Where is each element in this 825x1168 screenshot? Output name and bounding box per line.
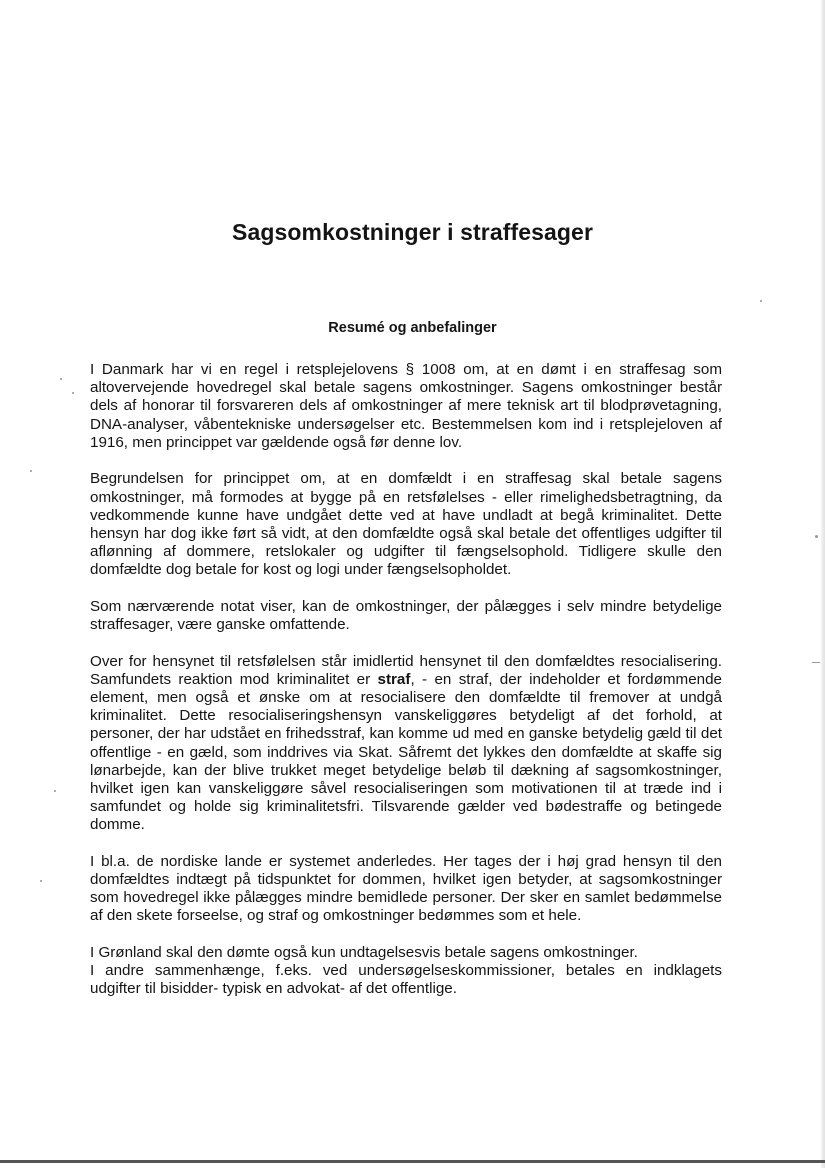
paragraph-3: Som nærværende notat viser, kan de omkostninger, der pålægges i selv mindre betydelige straffesager, være ganske omfattende. [90,597,722,634]
paragraph-2: Begrundelsen for princippet om, at en domfældt i en straffesag skal betale sagens omkostninger, må formodes at bygge på en retsfølelses - eller rimelighedsbetragtning, da vedkommende kunne have undgået dette ved at have undladt at begå kriminalitet. Dette hensyn har dog ikke ført så vidt, at den domfældte også skal betale det offentliges udgifter til aflønning af dommere, retslokaler og udgifter til fængselsophold. Tidligere skulle den domfældte dog betale for kost og logi under fængselsopholdet. [90,470,722,579]
scan-speck [54,790,56,792]
scan-speck [30,470,32,472]
paragraph-1: I Danmark har vi en regel i retsplejelovens § 1008 om, at en dømt i en straffesag som altovervejende hovedregel skal betale sagens omkostninger. Sagens omkostninger består dels af honorar til forsvareren dels af omkostninger af mere teknisk art til blodprøvetagning, DNA-analyser, våbentekniske undersøgelser etc. Bestemmelsen kom ind i retsplejeloven af 1916, men princippet var gældende også før denne lov. [90,361,722,451]
page-edge-shadow [821,0,825,1168]
scan-speck [60,378,62,380]
paragraph-4-bold-word: straf [377,670,411,688]
paragraph-4-text-after: , - en straf, der indeholder et fordømmende element, men også et ønske om at resocialisere den domfældte til fremover at undgå kriminalitet. Dette resocialiseringshensyn vanskeliggøres betydeligt af det forhold, at personer, der har udstået en frihedsstraf, kan komme ud med en ganske betydelig gæld til det offentlige - en gæld, som inddrives via Skat. Såfremt det lykkes den domfældte at skaffe sig lønarbejde, kan der blive trukket meget betydelige beløb til dækning af sagsomkostninger, hvilket igen kan vanskeliggøre såvel resocialiseringen som motivationen til at træde ind i samfundet og holde sig kriminalitetsfri. Tilsvarende gælder ved bødestraffe og betingede domme. [90,670,722,834]
scan-speck [40,880,42,882]
document-title: Sagsomkostninger i straffesager [232,219,593,245]
paragraph-6-line-2: I andre sammenhænge, f.eks. ved undersøgelseskommissioner, betales en indklagets udgifter til bisidder- typisk en advokat- af det offentlige. [90,962,722,998]
scan-speck [760,300,762,302]
section-heading: Resumé og anbefalinger [328,320,497,336]
paragraph-5: I bl.a. de nordiske lande er systemet anderledes. Her tages der i høj grad hensyn til den domfældtes indtægt på tidspunktet for dommen, hvilket igen betyder, at sagsomkostninger som hovedregel ikke pålægges mindre bemidlede personer. Der sker en samlet bedømmelse af den skete forseelse, og straf og omkostninger bedømmes som et hele. [90,852,722,925]
paragraph-6-line-1: I Grønland skal den dømte også kun undtagelsesvis betale sagens omkostninger. [90,943,638,961]
document-body [90,361,722,1017]
paragraph-4 [90,653,722,835]
scan-speck [72,392,74,394]
scan-speck [812,662,820,663]
scan-speck [815,535,818,538]
page-bottom-edge [0,1160,825,1163]
paragraph-4-text-before: Over for hensynet til retsfølelsen står imidlertid hensynet til den domfældtes resocialisering. Samfundets reaktion mod kriminalitet er [90,652,722,688]
